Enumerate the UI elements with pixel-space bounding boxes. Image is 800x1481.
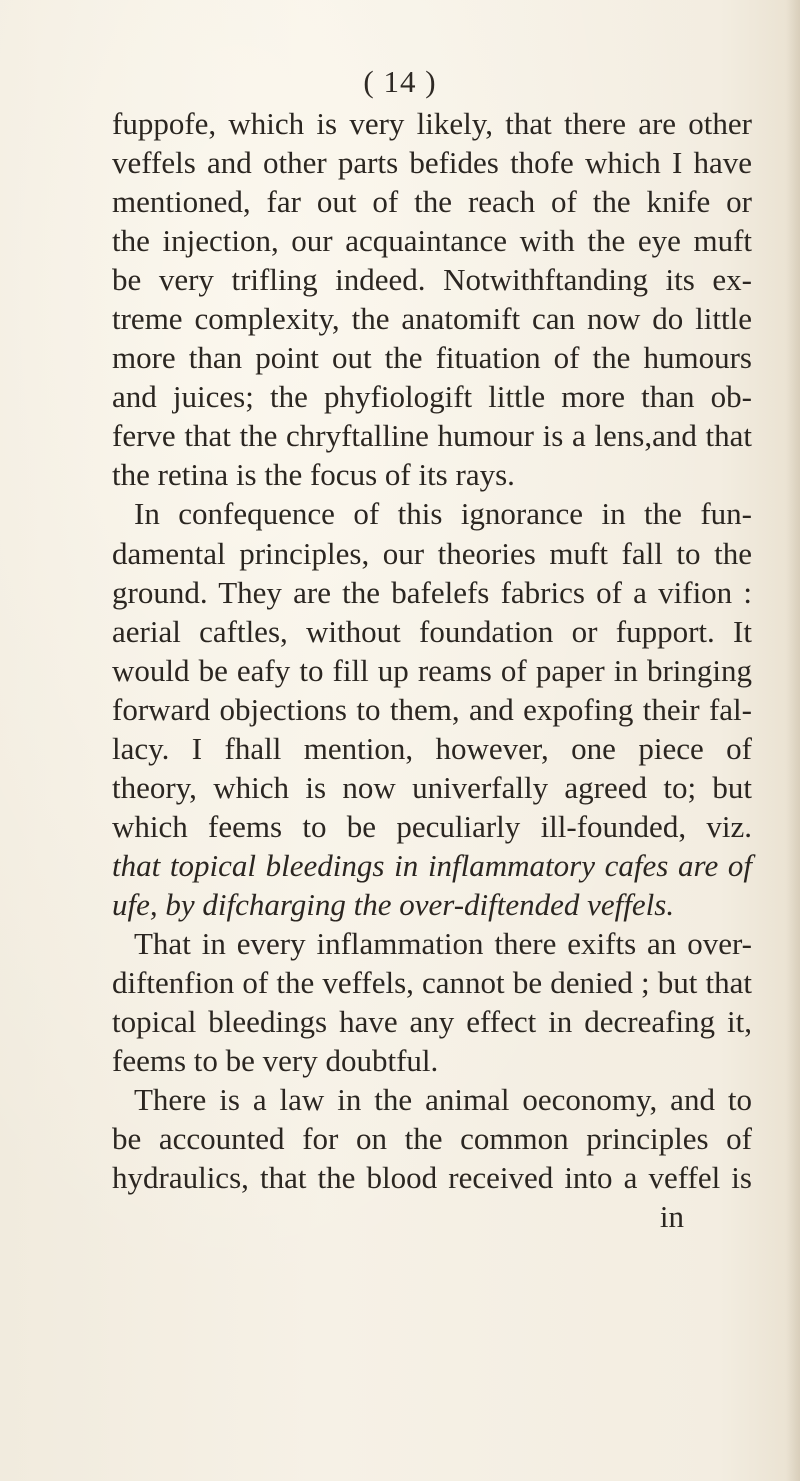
text-line: more than point out the fituation of the humours — [112, 340, 752, 376]
page-number: ( 14 ) — [363, 64, 437, 99]
text-line: and juices; the phyfiologift little more than ob- — [112, 379, 752, 415]
text-line: fuppofe, which is very likely, that there are other — [112, 106, 752, 141]
body-text — [112, 104, 752, 1236]
text-line: ferve that the chryftalline humour is a lens,and that — [112, 418, 752, 454]
text-line: diftenfion of the veffels, cannot be denied ; but that — [112, 965, 752, 1001]
text-line: ground. They are the bafelefs fabrics of a vifion : — [112, 574, 752, 610]
text-line: the injection, our acquaintance with the eye muft — [112, 223, 752, 259]
paragraph-start-line: In confequence of this ignorance in the fun- — [134, 496, 752, 532]
text-line: treme complexity, the anatomift can now do little — [112, 301, 752, 337]
text-line: damental principles, our theories muft fall to the — [112, 535, 752, 571]
text-line: theory, which is now univerfally agreed to; but — [112, 769, 752, 805]
text-line: be very trifling indeed. Notwithftanding its ex- — [112, 262, 752, 298]
text-line: veffels and other parts befides thofe which I have — [112, 145, 752, 181]
text-line: hydraulics, that the blood received into a veffel is — [112, 1160, 752, 1196]
catchword: in — [659, 1199, 684, 1235]
paragraph-start-line: That in every inflammation there exifts an over- — [134, 925, 752, 961]
page-edge-shadow — [786, 0, 800, 1481]
italic-text-line: that topical bleedings in inflammatory cafes are of — [112, 847, 752, 883]
italic-text-line: ufe, by difcharging the over-diftended veffels. — [112, 886, 675, 922]
paragraph-start-line: There is a law in the animal oeconomy, and to — [134, 1082, 752, 1118]
text-line: which feems to be peculiarly ill-founded, viz. — [112, 808, 752, 844]
text-line: would be eafy to fill up reams of paper in bringing — [112, 652, 752, 688]
text-line: feems to be very doubtful. — [112, 1043, 439, 1079]
text-line: topical bleedings have any effect in decreafing it, — [112, 1004, 752, 1040]
text-line: aerial caftles, without foundation or fupport. It — [112, 613, 752, 649]
text-line: forward objections to them, and expofing their fal- — [112, 691, 752, 727]
text-line: the retina is the focus of its rays. — [112, 457, 515, 493]
text-line: be accounted for on the common principles of — [112, 1121, 752, 1157]
text-line: lacy. I fhall mention, however, one piece of — [112, 730, 752, 766]
text-line: mentioned, far out of the reach of the knife or — [112, 184, 752, 220]
